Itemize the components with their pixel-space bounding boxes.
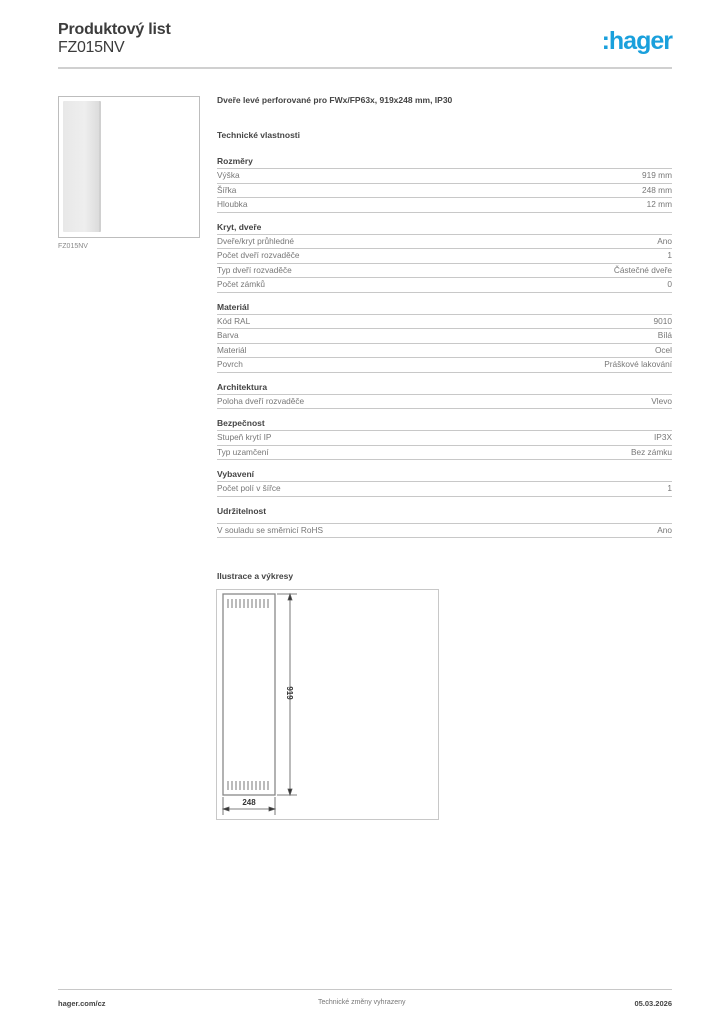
header-divider — [58, 67, 672, 69]
main-content — [217, 95, 672, 547]
group-cover-door — [217, 222, 672, 293]
group-title: Rozměry — [217, 156, 672, 169]
property-value: Částečné dveře — [613, 264, 672, 275]
technical-drawing — [216, 589, 439, 820]
property-label: V souladu se směrnicí RoHS — [217, 524, 324, 535]
footer-date: 05.03.2026 — [634, 999, 672, 1008]
product-description: Dveře levé perforované pro FWx/FP63x, 919x248 mm, IP30 — [217, 95, 453, 105]
group-title: Udržitelnost — [217, 506, 672, 524]
property-value: IP3X — [654, 432, 672, 442]
group-equipment — [217, 469, 672, 497]
property-value: Bez zámku — [630, 446, 672, 457]
group-dimensions — [217, 156, 672, 213]
technical-properties-title: Technické vlastnosti — [217, 130, 300, 140]
property-value: 1 — [667, 250, 672, 260]
property-row — [217, 315, 672, 330]
property-label: Počet dveří rozvaděče — [217, 250, 300, 260]
property-value: Ano — [657, 235, 672, 246]
property-row — [217, 482, 672, 497]
group-safety — [217, 418, 672, 460]
property-value: 919 mm — [642, 170, 672, 180]
illustrations-title: Ilustrace a výkresy — [217, 571, 294, 581]
property-row — [217, 278, 672, 293]
property-row — [217, 249, 672, 264]
property-row — [217, 431, 672, 446]
property-label: Šířka — [217, 184, 237, 195]
product-thumbnail — [58, 96, 200, 238]
footer-note: Technické změny vyhrazeny — [318, 999, 406, 1006]
property-label: Počet zámků — [217, 279, 265, 289]
group-title: Materiál — [217, 302, 672, 315]
height-dimension-label: 919 — [285, 686, 294, 700]
property-label: Výška — [217, 170, 240, 180]
property-row — [217, 329, 672, 344]
property-value: Ano — [657, 524, 672, 535]
property-label: Kód RAL — [217, 315, 251, 326]
property-label: Barva — [217, 330, 239, 340]
property-row — [217, 524, 672, 539]
logo-text: hager — [608, 27, 672, 55]
property-label: Počet polí v šířce — [217, 483, 281, 493]
property-label: Poloha dveří rozvaděče — [217, 395, 305, 406]
property-row — [217, 395, 672, 410]
footer-website-link[interactable]: hager.com/cz — [58, 999, 106, 1008]
door-drawing-svg — [217, 590, 440, 821]
property-value: 1 — [667, 483, 672, 493]
property-value: 9010 — [653, 315, 672, 326]
group-material — [217, 302, 672, 373]
property-row — [217, 198, 672, 213]
thumbnail-caption: FZ015NV — [58, 243, 88, 250]
width-dimension-label: 248 — [242, 798, 256, 807]
property-row — [217, 344, 672, 359]
property-row — [217, 184, 672, 199]
hager-logo — [602, 27, 672, 56]
property-label: Povrch — [217, 359, 243, 369]
group-sustainability — [217, 506, 672, 539]
group-title: Kryt, dveře — [217, 222, 672, 235]
property-label: Materiál — [217, 344, 247, 355]
property-value: Vlevo — [651, 395, 672, 406]
property-row — [217, 264, 672, 279]
property-value: 12 mm — [646, 199, 672, 209]
door-image — [63, 101, 101, 232]
property-value: Ocel — [654, 344, 672, 355]
product-code: FZ015NV — [58, 39, 125, 56]
group-title: Architektura — [217, 382, 672, 395]
property-row — [217, 358, 672, 373]
property-label: Dveře/kryt průhledné — [217, 235, 295, 246]
property-value: 248 mm — [642, 184, 672, 195]
property-label: Typ dveří rozvaděče — [217, 264, 292, 275]
property-row — [217, 446, 672, 461]
property-row — [217, 235, 672, 250]
footer-divider — [58, 989, 672, 990]
property-value: 0 — [667, 279, 672, 289]
group-title: Bezpečnost — [217, 418, 672, 431]
property-value: Práškové lakování — [604, 359, 672, 369]
property-row — [217, 169, 672, 184]
property-value: Bílá — [657, 330, 672, 340]
group-architecture — [217, 382, 672, 410]
property-label: Stupeň krytí IP — [217, 432, 272, 442]
group-title: Vybavení — [217, 469, 672, 482]
property-label: Typ uzamčení — [217, 446, 269, 457]
document-title: Produktový list — [58, 21, 171, 38]
property-label: Hloubka — [217, 199, 248, 209]
logo-colon: : — [601, 27, 609, 55]
